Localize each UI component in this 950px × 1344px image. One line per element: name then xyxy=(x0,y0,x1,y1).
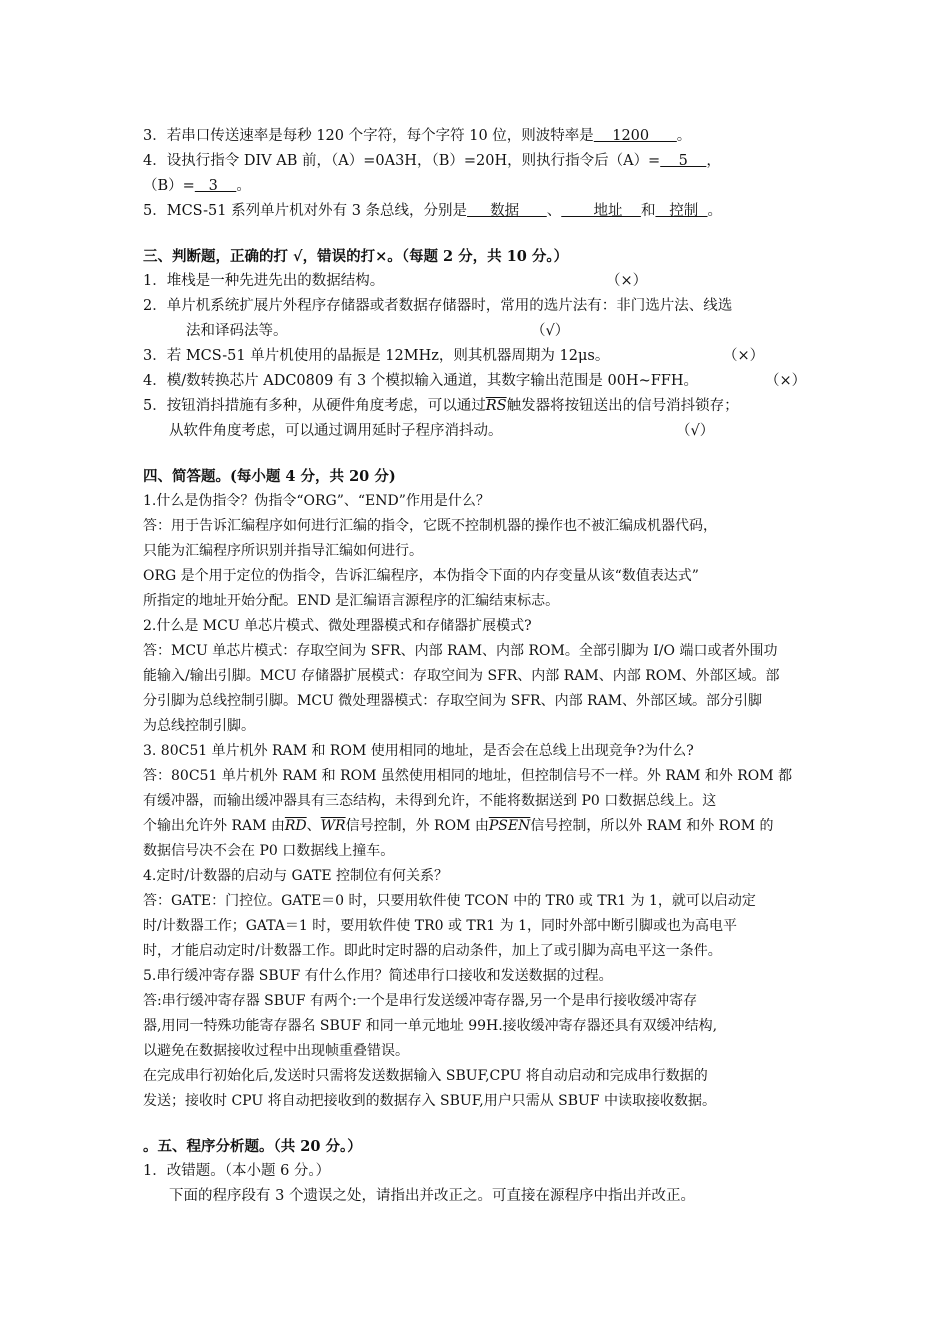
judge-item-5-text-2: 从软件角度考虑，可以通过调用延时子程序消抖动。 xyxy=(169,423,503,439)
short-a2-line4: 为总线控制引脚。 xyxy=(143,718,255,734)
judge-item-5-answer: （√） xyxy=(676,423,715,439)
short-a2-line2: 能输入/输出引脚。MCU 存储器扩展模式：存取空间为 SFR、内部 RAM、内部 ROM、外部区域。部 xyxy=(143,668,780,684)
short-a4-line3: 时，才能启动定时/计数器工作。即此时定时器的启动条件，加上了或引脚为高电平这一条件。 xyxy=(143,943,722,959)
short-a1-line3: ORG 是个用于定位的伪指令，告诉汇编程序，本伪指令下面的内存变量从该“数值表达式” xyxy=(143,568,699,584)
short-a5-line2: 器,用同一特殊功能寄存器名 SBUF 和同一单元地址 99H.接收缓冲寄存器还具有双缓冲结构, xyxy=(143,1018,718,1034)
judge-item-4-answer: （×） xyxy=(765,373,807,389)
short-a1-line2: 只能为汇编程序所识别并指导汇编如何进行。 xyxy=(143,543,423,559)
judge-item-3-text: 3．若 MCS-51 单片机使用的晶振是 12MHz，则其机器周期为 12μs。 xyxy=(143,348,610,364)
fill-q5-end: 。 xyxy=(707,203,722,219)
short-a3-line3-text: 个输出允许外 RAM 由 xyxy=(143,818,285,834)
wr-signal-label: $\overline{WR}$ xyxy=(320,818,346,834)
short-q4: 4.定时/计数器的启动与 GATE 控制位有何关系？ xyxy=(143,868,449,884)
judge-item-1 xyxy=(143,269,813,294)
rd-signal-label: $\overline{RD}$ xyxy=(284,818,307,834)
fill-q5-sep-1: 、 xyxy=(546,203,562,219)
short-q1: 1.什么是伪指令？伪指令“ORG”、“END”作用是什么？ xyxy=(143,493,490,509)
fill-q4-line2 xyxy=(143,174,813,199)
short-q3: 3. 80C51 单片机外 RAM 和 ROM 使用相同的地址，是否会在总线上出现竞争?为什么? xyxy=(143,743,694,759)
fill-q4-answer-b: 3 xyxy=(194,178,237,194)
short-a3-line3 xyxy=(143,814,813,839)
judge-section-title: 三、判断题，正确的打 √，错误的打×。（每题 2 分，共 10 分。） xyxy=(143,248,569,265)
fill-q4-b-label: （B）= xyxy=(143,178,195,194)
fill-q4-comma: ， xyxy=(706,153,721,169)
judge-item-2-text: 法和译码法等。 xyxy=(186,323,288,339)
short-a5-line1: 答:串行缓冲寄存器 SBUF 有两个:一个是串行发送缓冲寄存器,另一个是串行接收缓冲寄存 xyxy=(143,993,698,1009)
fill-q4-text: 4．设执行指令 DIV AB 前，（A）=0A3H，（B）=20H，则执行指令后（A）= xyxy=(143,153,661,169)
short-q2: 2.什么是 MCU 单芯片模式、微处理器模式和存储器扩展模式? xyxy=(143,618,532,634)
short-a3-sep: 、 xyxy=(306,818,321,834)
fill-q3 xyxy=(143,124,813,149)
short-a4-line2: 时/计数器工作；GATA＝1 时，要用软件使 TR0 或 TR1 为 1，同时外部中断引脚或也为高电平 xyxy=(143,918,738,934)
short-a2-line3: 分引脚为总线控制引脚。MCU 微处理器模式：存取空间为 SFR、内部 RAM、外部区域。部分引脚 xyxy=(143,693,763,709)
fill-q3-answer: 1200 xyxy=(593,128,677,144)
judge-item-5-line2 xyxy=(143,419,813,444)
fill-q5-answer-1: 数据 xyxy=(467,203,547,219)
fill-q5-text: 5．MCS-51 系列单片机对外有 3 条总线，分别是 xyxy=(143,203,468,219)
judge-item-5-text-cont: 触发器将按钮送出的信号消抖锁存； xyxy=(506,398,739,414)
short-a2-line1: 答：MCU 单芯片模式：存取空间为 SFR、内部 RAM、内部 ROM。全部引脚为 I/O 端口或者外围功 xyxy=(143,643,778,659)
short-a4-line1: 答：GATE：门控位。GATE＝0 时，只要用软件使 TCON 中的 TR0 或 TR1 为 1，就可以启动定 xyxy=(143,893,756,909)
fill-q5 xyxy=(143,199,813,224)
judge-item-2-answer: （√） xyxy=(531,323,570,339)
short-a3-line3-text-3: 信号控制，所以外 RAM 和外 ROM 的 xyxy=(530,818,774,834)
short-section-title: 四、简答题。(每小题 4 分，共 20 分) xyxy=(143,468,396,485)
judge-item-2: 2．单片机系统扩展片外程序存储器或者数据存储器时，常用的选片法有：非门选片法、线选 xyxy=(143,298,733,314)
short-a3-line4: 数据信号决不会在 P0 口数据线上撞车。 xyxy=(143,843,395,859)
fill-q3-end: 。 xyxy=(676,128,692,144)
short-a1-line4: 所指定的地址开始分配。END 是汇编语言源程序的汇编结束标志。 xyxy=(143,593,560,609)
judge-item-3-answer: （×） xyxy=(723,348,765,364)
judge-item-5 xyxy=(143,394,813,419)
judge-item-3 xyxy=(143,344,813,369)
judge-item-5-text: 5．按钮消抖措施有多种，从硬件角度考虑，可以通过 xyxy=(143,398,486,414)
short-a5-line3: 以避免在数据接收过程中出现帧重叠错误。 xyxy=(143,1043,409,1059)
fill-q4 xyxy=(143,149,813,174)
fill-q4-answer-a: 5 xyxy=(660,153,707,169)
short-q5: 5.串行缓冲寄存器 SBUF 有什么作用？简述串行口接收和发送数据的过程。 xyxy=(143,968,613,984)
exam-page xyxy=(143,120,813,1209)
judge-item-1-text: 1．堆栈是一种先进先出的数据结构。 xyxy=(143,273,385,289)
judge-item-2-line2 xyxy=(143,319,813,344)
short-a5-line5: 发送；接收时 CPU 将自动把接收到的数据存入 SBUF,用户只需从 SBUF 中读取接收数据。 xyxy=(143,1093,716,1109)
short-a3-line2: 有缓冲器，而输出缓冲器具有三态结构，未得到允许，不能将数据送到 P0 口数据总线上。这 xyxy=(143,793,717,809)
fill-q4-end: 。 xyxy=(236,178,251,194)
judge-item-4-text: 4．模/数转换芯片 ADC0809 有 3 个模拟输入通道，其数字输出范围是 00H~FFH。 xyxy=(143,373,698,389)
judge-item-1-answer: （×） xyxy=(606,273,648,289)
fill-q5-answer-2: 地址 xyxy=(561,203,641,219)
psen-signal-label: PSEN xyxy=(488,818,531,834)
short-a5-line4: 在完成串行初始化后,发送时只需将发送数据输入 SBUF,CPU 将自动启动和完成串行数据的 xyxy=(143,1068,708,1084)
judge-item-4 xyxy=(143,369,813,394)
fill-q5-answer-3: 控制 xyxy=(655,203,708,219)
short-a3-line1: 答：80C51 单片机外 RAM 和 ROM 虽然使用相同的地址，但控制信号不一样。外 RAM 和外 ROM 都 xyxy=(143,768,793,784)
program-item-1: 1．改错题。（本小题 6 分。） xyxy=(143,1163,331,1179)
short-a1-line1: 答：用于告诉汇编程序如何进行汇编的指令，它既不控制机器的操作也不被汇编成机器代码， xyxy=(143,518,717,534)
program-item-1-desc: 下面的程序段有 3 个遗误之处，请指出并改正之。可直接在源程序中指出并改正。 xyxy=(169,1188,695,1204)
program-section-title: 。五、程序分析题。（共 20 分。） xyxy=(143,1138,362,1155)
rs-signal-label: $\overline{RS}$ xyxy=(485,398,507,414)
short-a3-line3-text-2: 信号控制，外 ROM 由 xyxy=(345,818,489,834)
fill-q3-text: 3．若串口传送速率是每秒 120 个字符，每个字符 10 位，则波特率是 xyxy=(143,128,594,144)
fill-q5-sep-2: 和 xyxy=(640,203,656,219)
